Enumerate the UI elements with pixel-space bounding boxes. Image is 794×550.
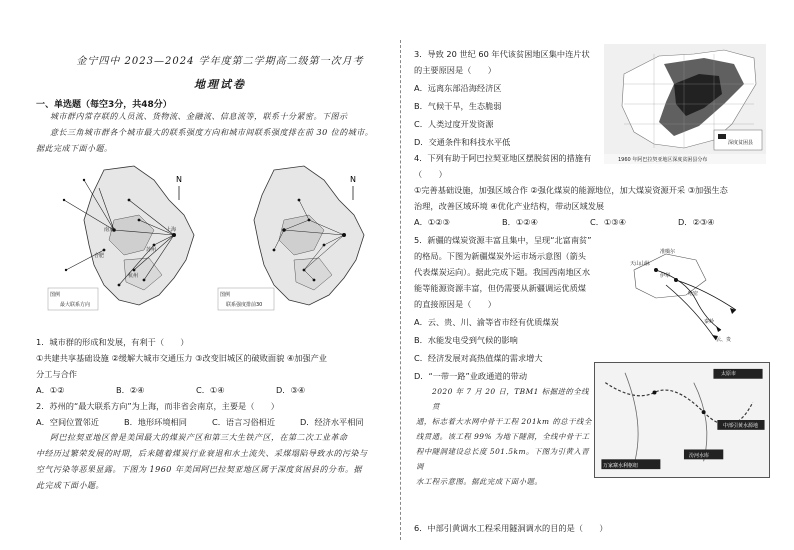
q3-choice-b[interactable]: B．气候干旱，生态脆弱: [414, 101, 502, 111]
xj-label: 天山山脉: [630, 261, 651, 267]
q4-choice-d[interactable]: D．②③④: [678, 217, 715, 227]
q2-choices: [36, 414, 388, 430]
xinjiang-coal-map: [626, 240, 766, 350]
q5-stem-line: 的格局。下图为新疆煤炭外运市场示意图（箭头: [414, 251, 586, 261]
q5-choice-c[interactable]: C．经济发展对高热值煤的需求增大: [414, 353, 543, 363]
q2-choice-b[interactable]: B．地形环境相同: [124, 417, 187, 427]
map1-city-label: 南京: [104, 227, 115, 233]
delta-map-right: [214, 160, 374, 315]
exam-subtitle: 地理试卷: [194, 78, 246, 91]
svg-text:N: N: [350, 175, 356, 184]
delta-map-left: [44, 160, 204, 315]
intro3-line: 2020 年 7 月 20 日，TBM1 标掘进的全线贯: [432, 387, 590, 411]
q1-choice-b[interactable]: B．②④: [116, 385, 145, 395]
appalachia-map: [604, 44, 766, 164]
q2-choice-c[interactable]: C．语言习俗相近: [212, 417, 276, 427]
xj-label: 云、贵: [716, 337, 732, 343]
yd-label: 太原市: [721, 371, 737, 377]
q5-choice-d[interactable]: D．“一带一路”业政通道的带动: [414, 371, 528, 381]
q4-choice-a[interactable]: A．①②③: [414, 217, 450, 227]
section-label: 一、单选题（每空3分，共48分）: [36, 100, 172, 110]
yd-label: 万家寨水利枢纽: [603, 463, 639, 469]
q1-choices: [36, 382, 388, 398]
map2-legend-title: 图例: [220, 292, 231, 298]
map1-city-label: 上海: [166, 227, 177, 233]
yd-label: 汾河水库: [689, 453, 710, 459]
intro-line: 城市群内常存联的人员流、货物流、金融流、信息流等，联系十分紧密。下图示: [50, 112, 348, 121]
map1-city-label: 合肥: [94, 253, 105, 259]
q3-stem-2: 的主要原因是（ ）: [414, 65, 496, 75]
q6-stem: 6．中部引黄调水工程采用隧洞调水的目的是（ ）: [414, 523, 608, 533]
q5-stem-line: 5．新疆的煤炭资源丰富且集中，呈现“北富南贫”: [414, 235, 592, 245]
xj-label: 伊犁: [660, 273, 671, 279]
q5-stem-line: 代表煤炭运向）。据此完成下题。我国西南地区水: [414, 267, 591, 277]
intro-paragraph-2: [36, 430, 390, 494]
usmap-caption: 1960 年阿巴拉契亚地区深度贫困县分布: [618, 157, 708, 163]
q3-choice-c[interactable]: C．人类过度开发资源: [414, 119, 494, 129]
question-2: [36, 398, 388, 430]
intro3-line: 通，标志着大水网中骨干工程 201km 的总干线全: [416, 417, 592, 426]
q5-choice-a[interactable]: A．云、贵、川、渝等省市经有优质煤炭: [414, 317, 559, 327]
intro3-line: 程中隧洞建设总长度 501.5km。下图为引黄入晋调: [416, 447, 590, 471]
q3-choice-d[interactable]: D．交通条件和科技水平低: [414, 137, 511, 147]
q2-choice-d[interactable]: D．经济水平相同: [300, 417, 364, 427]
q1-choice-a[interactable]: A．①②: [36, 385, 65, 395]
usmap-legend: 深度贫困县: [728, 140, 754, 146]
map1-city-label: 杭州: [128, 273, 139, 279]
map2-legend-item: 联系强度排前30: [226, 302, 263, 308]
q4-stem-2: （ ）: [414, 169, 447, 179]
q4-choice-b[interactable]: B．①②④: [502, 217, 538, 227]
intro3-line: 线贯通。该工程 99% 为地下隧洞，全线中骨干工: [416, 432, 590, 441]
map1-city-label: 苏州: [146, 247, 157, 253]
intro-paragraph-1: [36, 109, 390, 157]
question-1: [36, 334, 388, 398]
q2-choice-a[interactable]: A．空间位置邻近: [36, 417, 99, 427]
svg-text:N: N: [176, 175, 182, 184]
intro3-line: 水工程示意图。据此完成下面小题。: [416, 477, 543, 486]
q4-choices: [414, 214, 770, 230]
q1-choice-d[interactable]: D．③④: [276, 385, 306, 395]
intro-paragraph-3: [416, 384, 594, 489]
q3-choice-a[interactable]: A．远离东部沿海经济区: [414, 83, 502, 93]
q5-choice-b[interactable]: B．水能发电受到气候的影响: [414, 335, 518, 345]
intro-line: 据此完成下面小题。: [36, 144, 113, 153]
intro2-line: 阿巴拉契亚地区曾是美国最大的煤炭产区和第三大生铁产区，在第二次工业革命: [50, 433, 348, 442]
xj-label: 准噶尔: [660, 249, 676, 255]
xj-label: 哈密: [688, 291, 699, 297]
diversion-map: [594, 362, 770, 478]
intro2-line: 此完成下面小题。: [36, 481, 104, 490]
q4-options-2: 治理，改善区域环境 ④优化产业结构，带动区域发展: [414, 201, 605, 211]
xj-label: 秦岭: [704, 319, 715, 325]
q4-choice-c[interactable]: C．①③④: [590, 217, 626, 227]
intro2-line: 空气污染等恶果显露。下图为 1960 年美国阿巴拉契亚地区属于深度贫困县的分布。据: [36, 465, 362, 474]
map1-legend-title: 图例: [50, 292, 61, 298]
question-6: [414, 520, 770, 536]
q4-options: ①完善基础设施，加强区域合作 ②强化煤炭的能源地位，加大煤炭资源开采 ③加强生态: [414, 185, 728, 195]
q1-options-2: 分工与合作: [36, 369, 77, 379]
exam-title: 金宁四中 2023—2024 学年度第二学期高二级第一次月考: [76, 56, 364, 67]
q2-stem: 2．苏州的“最大联系方向”为上海，而非省会南京，主要是（ ）: [36, 401, 279, 411]
q4-stem: 4．下列有助于阿巴拉契亚地区摆脱贫困的措施有: [414, 153, 592, 163]
question-3: [414, 46, 614, 150]
q1-options: ①共建共享基础设施 ②缓解大城市交通压力 ③改变旧城区的破败面貌 ④加强产业: [36, 353, 327, 363]
q1-choice-c[interactable]: C．①④: [196, 385, 225, 395]
question-4: [414, 150, 770, 230]
q5-stem-line: 的直接原因是（ ）: [414, 299, 496, 309]
q3-stem: 3．导致 20 世纪 60 年代该贫困地区集中连片状: [414, 49, 590, 59]
intro2-line: 中经历过繁荣发展的时期，后来随着煤炭行业衰退和水土流失、采煤塌陷导致水的污染与: [36, 449, 368, 458]
yd-label: 中部引黄水源地: [723, 423, 759, 429]
map1-legend-item: 最大联系方向: [60, 302, 91, 308]
column-divider: [400, 40, 401, 540]
q5-stem-line: 能等能源资源丰富，但仍需要从新疆调运优质煤: [414, 283, 586, 293]
intro-line: 意长三角城市群各个城市最大的联系强度方向和城市间联系强度排在前 30 位的城市。: [50, 128, 374, 137]
q1-stem: 1．城市群的形成和发展，有利于（ ）: [36, 337, 189, 347]
question-5: [414, 232, 624, 384]
